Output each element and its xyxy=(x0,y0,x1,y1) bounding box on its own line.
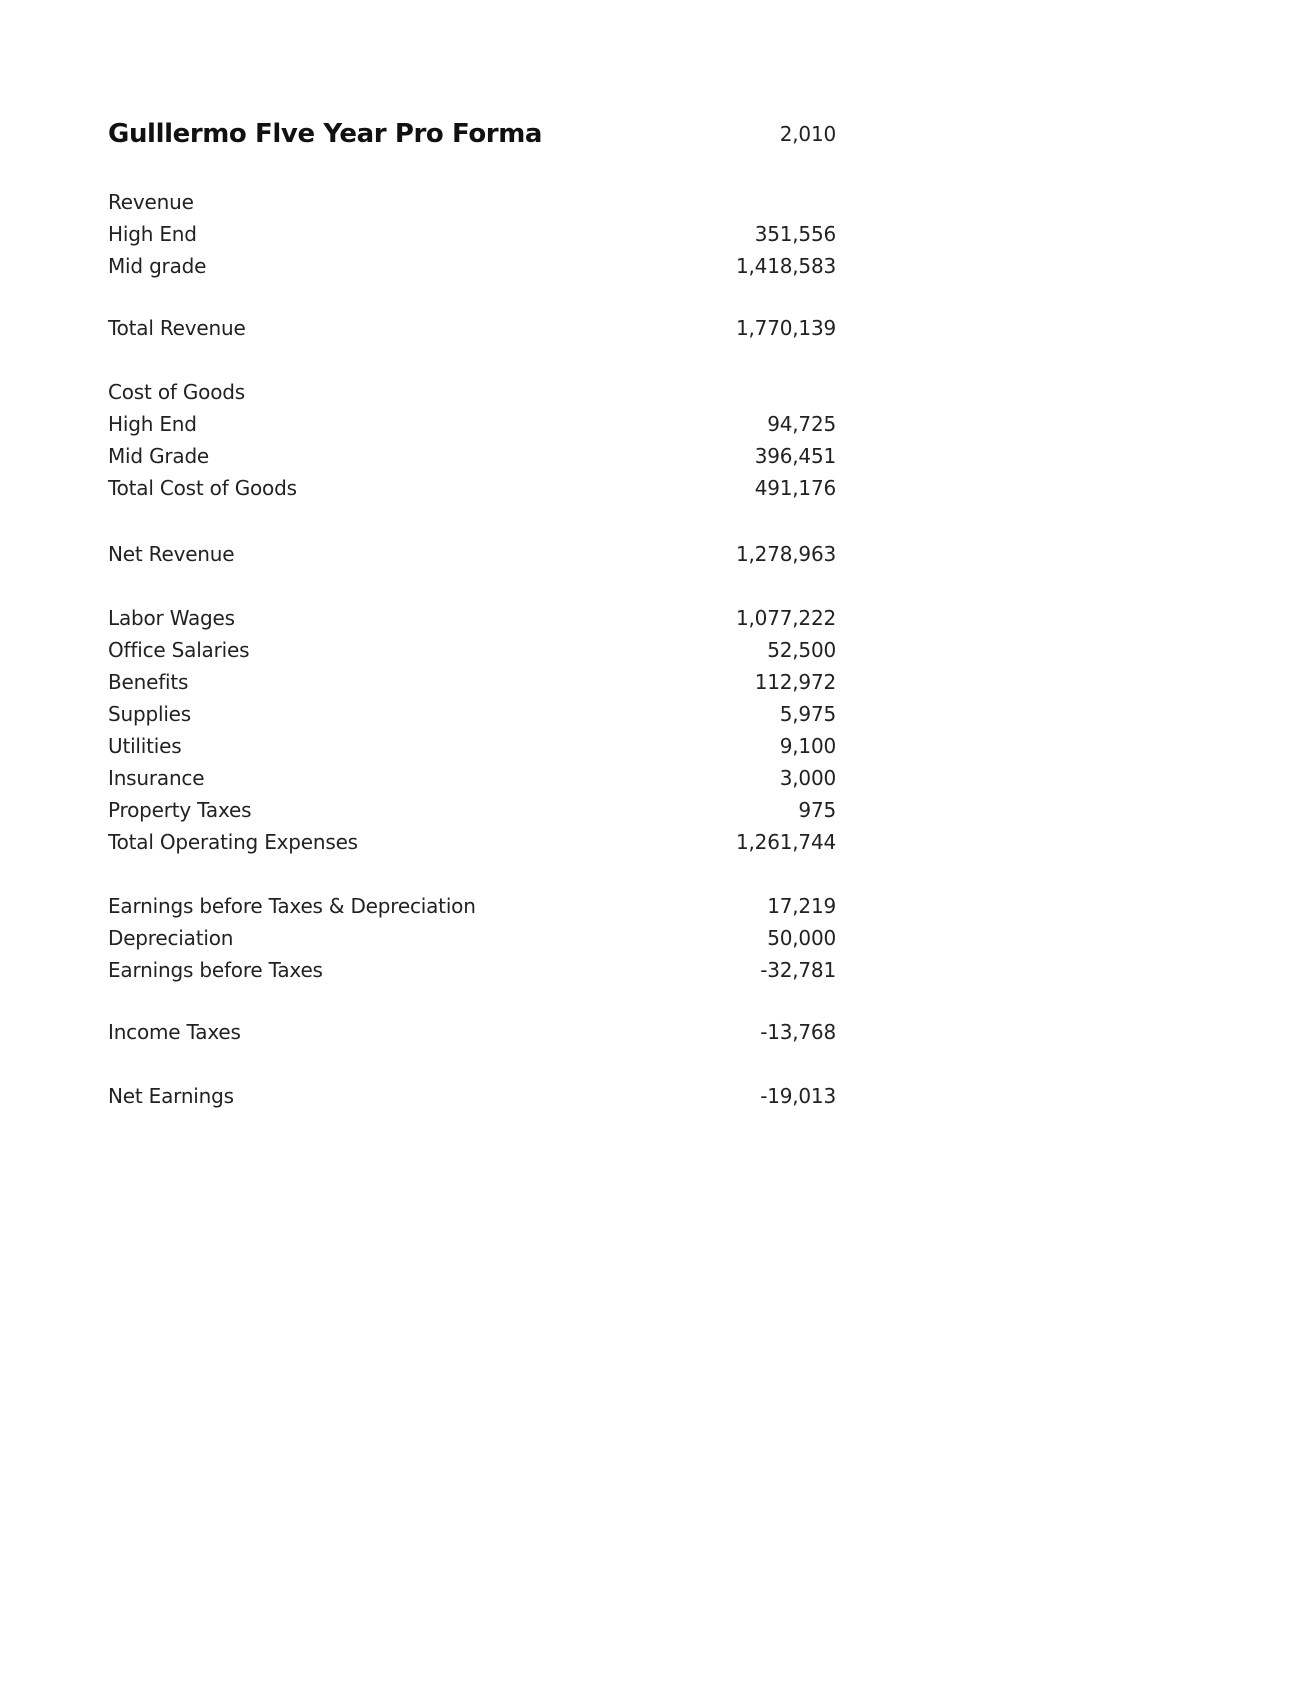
cogs-total-value: 491,176 xyxy=(754,476,836,500)
cost-of-goods-header-row xyxy=(108,376,836,408)
expense-label: Property Taxes xyxy=(108,798,252,822)
expense-row xyxy=(108,698,836,730)
net-revenue-row xyxy=(108,538,836,570)
expense-value: 975 xyxy=(798,798,836,822)
expense-label: Utilities xyxy=(108,734,182,758)
page-title: Gulllermo Flve Year Pro Forma xyxy=(108,119,543,149)
revenue-high-end-row xyxy=(108,218,836,250)
expense-value: 52,500 xyxy=(767,638,836,662)
pro-forma-sheet xyxy=(108,0,836,1692)
earnings-row xyxy=(108,890,836,922)
revenue-header-row xyxy=(108,186,836,218)
net-earnings-value: -19,013 xyxy=(760,1084,836,1108)
earnings-label: Depreciation xyxy=(108,926,234,950)
revenue-mid-grade-label: Mid grade xyxy=(108,254,207,278)
earnings-row xyxy=(108,922,836,954)
total-revenue-row xyxy=(108,312,836,344)
expense-row xyxy=(108,634,836,666)
net-earnings-label: Net Earnings xyxy=(108,1084,234,1108)
revenue-mid-grade-row xyxy=(108,250,836,282)
year-value: 2,010 xyxy=(779,122,836,146)
total-operating-expenses-row xyxy=(108,826,836,858)
total-operating-expenses-value: 1,261,744 xyxy=(736,830,836,854)
cogs-mid-grade-value: 396,451 xyxy=(754,444,836,468)
total-revenue-value: 1,770,139 xyxy=(736,316,836,340)
expense-label: Supplies xyxy=(108,702,191,726)
cogs-mid-grade-label: Mid Grade xyxy=(108,444,210,468)
earnings-label: Earnings before Taxes & Depreciation xyxy=(108,894,476,918)
expense-label: Office Salaries xyxy=(108,638,250,662)
cogs-total-row xyxy=(108,472,836,504)
expense-value: 1,077,222 xyxy=(736,606,836,630)
net-revenue-label: Net Revenue xyxy=(108,542,235,566)
expense-value: 9,100 xyxy=(779,734,836,758)
cogs-mid-grade-row xyxy=(108,440,836,472)
expense-label: Insurance xyxy=(108,766,205,790)
expense-row xyxy=(108,762,836,794)
revenue-header: Revenue xyxy=(108,190,194,214)
expense-row xyxy=(108,666,836,698)
expense-value: 112,972 xyxy=(754,670,836,694)
expense-value: 5,975 xyxy=(779,702,836,726)
expense-row xyxy=(108,730,836,762)
expense-value: 3,000 xyxy=(779,766,836,790)
earnings-value: 50,000 xyxy=(767,926,836,950)
revenue-high-end-label: High End xyxy=(108,222,197,246)
earnings-row xyxy=(108,954,836,986)
expense-label: Benefits xyxy=(108,670,189,694)
income-taxes-label: Income Taxes xyxy=(108,1020,241,1044)
net-earnings-row xyxy=(108,1080,836,1112)
revenue-mid-grade-value: 1,418,583 xyxy=(736,254,836,278)
earnings-value: 17,219 xyxy=(767,894,836,918)
expense-label: Labor Wages xyxy=(108,606,235,630)
income-taxes-value: -13,768 xyxy=(760,1020,836,1044)
net-revenue-value: 1,278,963 xyxy=(736,542,836,566)
title-row xyxy=(108,114,836,154)
cogs-high-end-value: 94,725 xyxy=(767,412,836,436)
cogs-high-end-label: High End xyxy=(108,412,197,436)
total-revenue-label: Total Revenue xyxy=(108,316,246,340)
expense-row xyxy=(108,602,836,634)
cogs-high-end-row xyxy=(108,408,836,440)
cost-of-goods-header: Cost of Goods xyxy=(108,380,245,404)
cogs-total-label: Total Cost of Goods xyxy=(108,476,297,500)
earnings-value: -32,781 xyxy=(760,958,836,982)
income-taxes-row xyxy=(108,1016,836,1048)
earnings-label: Earnings before Taxes xyxy=(108,958,323,982)
total-operating-expenses-label: Total Operating Expenses xyxy=(108,830,358,854)
expense-row xyxy=(108,794,836,826)
revenue-high-end-value: 351,556 xyxy=(754,222,836,246)
